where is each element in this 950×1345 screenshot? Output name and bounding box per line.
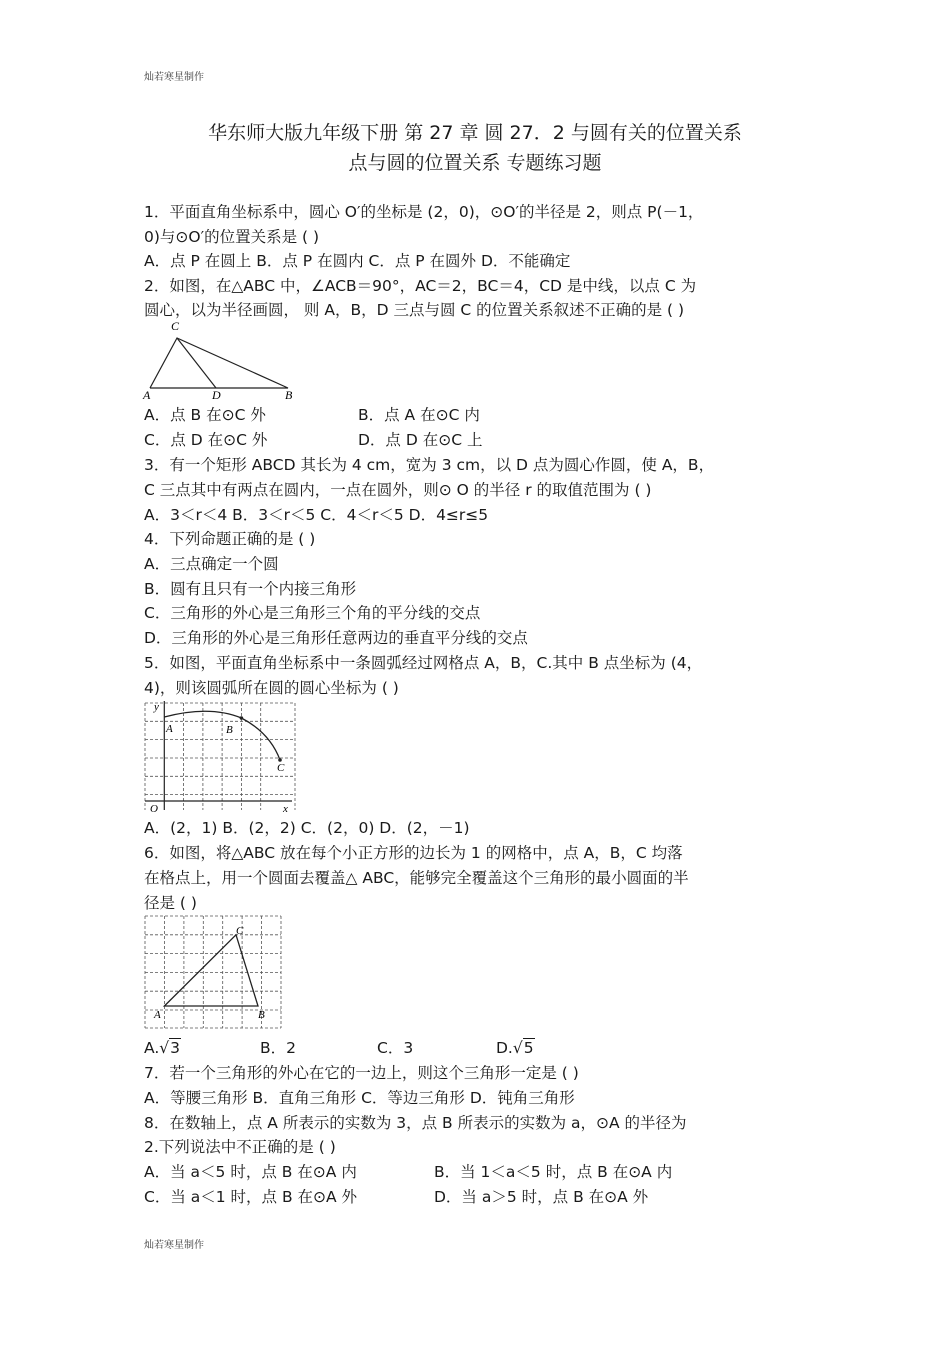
q6-option-d: D.√5 bbox=[496, 1039, 534, 1057]
triangle-abc bbox=[150, 338, 288, 388]
q2-option-c: C．点 D 在⊙C 外 bbox=[144, 431, 268, 449]
q3-stem-line-1: 3．有一个矩形 ABCD 其长为 4 cm，宽为 3 cm，以 D 点为圆心作圆，使 A，B， bbox=[144, 456, 715, 474]
sqrt-icon: √ bbox=[159, 1039, 170, 1057]
q6-option-b: B．2 bbox=[260, 1039, 296, 1057]
triangle-abc bbox=[164, 935, 258, 1006]
q4-option-c: C．三角形的外心是三角形三个角的平分线的交点 bbox=[144, 604, 481, 622]
q3-stem-line-2: C 三点其中有两点在圆内，一点在圆外，则⊙ O 的半径 r 的取值范围为 ( ) bbox=[144, 481, 652, 499]
q2-options-row-2 bbox=[144, 430, 482, 450]
grid-lines bbox=[145, 703, 295, 810]
q1-options: A．点 P 在圆上 B．点 P 在圆内 C．点 P 在圆外 D．不能确定 bbox=[144, 252, 571, 270]
label-y: y bbox=[154, 701, 159, 713]
q1-stem-line-2: 0)与⊙O′的位置关系是 ( ) bbox=[144, 228, 320, 246]
label-b: B bbox=[285, 388, 293, 402]
q6-option-a: A.√3 bbox=[144, 1039, 181, 1057]
q2-stem-line-1: 2．如图，在△ABC 中，∠ACB＝90°，AC＝2，BC＝4，CD 是中线，以点 C 为 bbox=[144, 277, 697, 295]
q7-stem: 7．若一个三角形的外心在它的一边上，则这个三角形一定是 ( ) bbox=[144, 1064, 579, 1082]
q2-option-a: A．点 B 在⊙C 外 bbox=[144, 406, 266, 424]
label-a: A bbox=[166, 723, 173, 735]
label-c: C bbox=[236, 925, 244, 937]
q6-grid-triangle-figure bbox=[140, 912, 288, 1030]
q8-options-row-2 bbox=[144, 1187, 648, 1207]
label-c: C bbox=[277, 762, 285, 774]
q5-options: A．(2，1) B．(2，2) C．(2，0) D．(2，－1) bbox=[144, 819, 470, 837]
q8-stem-line-1: 8．在数轴上，点 A 所表示的实数为 3，点 B 所表示的实数为 a，⊙A 的半径为 bbox=[144, 1114, 687, 1132]
label-b: B bbox=[258, 1009, 265, 1021]
footer-note: 灿若寒星制作 bbox=[144, 1240, 204, 1251]
label-x: x bbox=[283, 803, 288, 815]
q6-stem-line-3: 径是 ( ) bbox=[144, 894, 197, 912]
label-d: D bbox=[212, 388, 221, 402]
label-c: C bbox=[171, 319, 180, 333]
label-a: A bbox=[143, 388, 151, 402]
q2-stem-line-2: 圆心，以为半径画圆， 则 A，B，D 三点与圆 C 的位置关系叙述不正确的是 ( ) bbox=[144, 301, 685, 319]
q2-option-b: B．点 A 在⊙C 内 bbox=[358, 406, 480, 424]
title-line-1: 华东师大版九年级下册 第 27 章 圆 27．2 与圆有关的位置关系 bbox=[208, 122, 742, 144]
header-note: 灿若寒星制作 bbox=[144, 72, 204, 83]
q6-option-c: C．3 bbox=[377, 1039, 414, 1057]
q6-options bbox=[144, 1038, 535, 1058]
q6-stem-line-1: 6．如图，将△ABC 放在每个小正方形的边长为 1 的网格中，点 A，B，C 均落 bbox=[144, 844, 683, 862]
q8-option-a: A．当 a＜5 时，点 B 在⊙A 内 bbox=[144, 1163, 357, 1181]
q8-stem-line-2: 2.下列说法中不正确的是 ( ) bbox=[144, 1138, 336, 1156]
q3-options: A．3＜r＜4 B．3＜r＜5 C．4＜r＜5 D．4≤r≤5 bbox=[144, 506, 489, 524]
q8-options-row-1 bbox=[144, 1162, 672, 1182]
label-b: B bbox=[226, 724, 233, 736]
q2-options-row-1 bbox=[144, 405, 480, 425]
q2-triangle-figure bbox=[140, 318, 300, 402]
q4-stem: 4．下列命题正确的是 ( ) bbox=[144, 530, 316, 548]
title-line-2: 点与圆的位置关系 专题练习题 bbox=[348, 152, 602, 174]
q2-option-d: D．点 D 在⊙C 上 bbox=[358, 431, 483, 449]
q5-stem-line-1: 5．如图，平面直角坐标系中一条圆弧经过网格点 A，B，C.其中 B 点坐标为 (4， bbox=[144, 654, 703, 672]
q8-option-d: D．当 a＞5 时，点 B 在⊙A 外 bbox=[434, 1188, 649, 1206]
q8-option-b: B．当 1＜a＜5 时，点 B 在⊙A 内 bbox=[434, 1163, 673, 1181]
median-cd bbox=[177, 338, 216, 388]
q5-grid-arc-figure bbox=[140, 698, 300, 816]
label-a: A bbox=[154, 1009, 161, 1021]
q4-option-b: B．圆有且只有一个内接三角形 bbox=[144, 580, 357, 598]
q1-stem-line-1: 1．平面直角坐标系中，圆心 O′的坐标是 (2，0)，⊙O′的半径是 2，则点 P(－1， bbox=[144, 203, 704, 221]
q7-options: A．等腰三角形 B．直角三角形 C．等边三角形 D．钝角三角形 bbox=[144, 1089, 575, 1107]
sqrt-icon: √ bbox=[512, 1039, 523, 1057]
q5-stem-line-2: 4)，则该圆弧所在圆的圆心坐标为 ( ) bbox=[144, 679, 399, 697]
q8-option-c: C．当 a＜1 时，点 B 在⊙A 外 bbox=[144, 1188, 358, 1206]
q6-stem-line-2: 在格点上，用一个圆面去覆盖△ ABC，能够完全覆盖这个三角形的最小圆面的半 bbox=[144, 869, 689, 887]
label-o: O bbox=[150, 803, 158, 815]
q4-option-d: D．三角形的外心是三角形任意两边的垂直平分线的交点 bbox=[144, 629, 528, 647]
q4-option-a: A．三点确定一个圆 bbox=[144, 555, 279, 573]
